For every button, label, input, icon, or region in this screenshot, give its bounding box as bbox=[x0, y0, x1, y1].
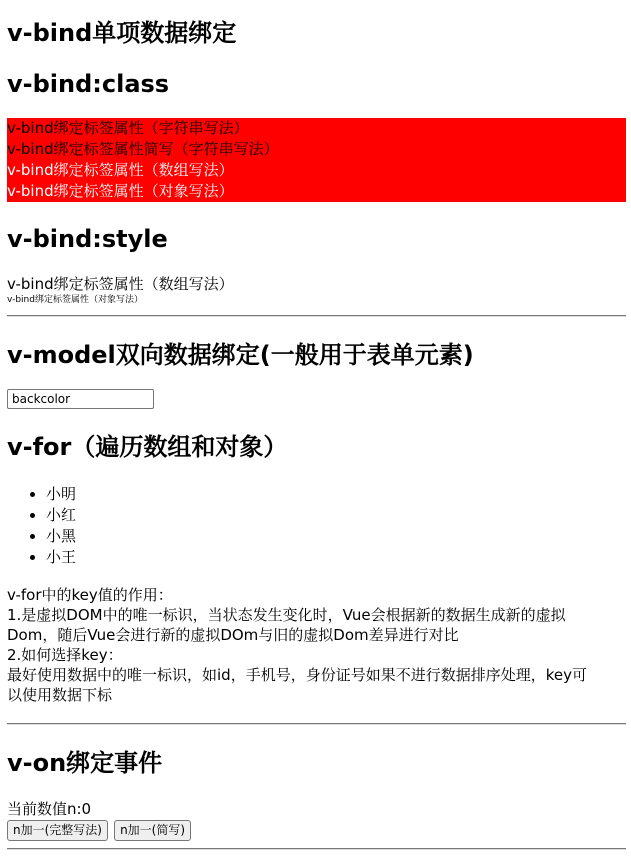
key-note-line: 以使用数据下标 bbox=[7, 686, 113, 704]
color-input[interactable] bbox=[7, 389, 154, 409]
style-demo-line-object: v-bind绑定标签属性（对象写法） bbox=[7, 295, 143, 305]
class-demo-line-shorthand: v-bind绑定标签属性简写（字符串写法） bbox=[7, 140, 279, 158]
key-note-line: Dom，随后Vue会进行新的虚拟DOm与旧的虚拟Dom差异进行对比 bbox=[7, 626, 459, 644]
list-item: • 小红 bbox=[46, 505, 76, 526]
key-note-line: 1.是虚拟DOM中的唯一标识，当状态发生变化时，Vue会根据新的数据生成新的虚拟 bbox=[7, 606, 566, 624]
class-demo-line-string: v-bind绑定标签属性（字符串写法） bbox=[7, 119, 249, 137]
divider bbox=[7, 723, 626, 725]
heading-v-model: v-model双向数据绑定(一般用于表单元素) bbox=[7, 341, 474, 369]
list-item: • 小黑 bbox=[46, 526, 76, 547]
button-row bbox=[7, 820, 192, 841]
class-demo-line-array: v-bind绑定标签属性（数组写法） bbox=[7, 161, 234, 179]
key-note-line: v-for中的key值的作用： bbox=[7, 586, 173, 604]
key-note-line: 2.如何选择key： bbox=[7, 646, 123, 664]
key-note-line: 最好使用数据中的唯一标识，如id，手机号，身份证号如果不进行数据排序处理，key可 bbox=[7, 666, 587, 684]
key-note bbox=[7, 585, 626, 705]
class-demo-line-object: v-bind绑定标签属性（对象写法） bbox=[7, 182, 234, 200]
heading-bind-class: v-bind:class bbox=[7, 70, 170, 98]
heading-v-on: v-on绑定事件 bbox=[7, 749, 163, 777]
counter-value: 当前数值n:0 bbox=[7, 800, 92, 818]
increment-full-button[interactable]: n加一(完整写法) bbox=[7, 820, 108, 841]
name-list bbox=[7, 484, 76, 568]
page-title: v-bind单项数据绑定 bbox=[7, 19, 237, 47]
divider bbox=[7, 315, 626, 317]
increment-short-button[interactable]: n加一(简写) bbox=[114, 820, 191, 841]
divider bbox=[7, 848, 626, 850]
heading-bind-style: v-bind:style bbox=[7, 225, 168, 253]
class-demo-block bbox=[7, 118, 626, 202]
style-demo-line-array: v-bind绑定标签属性（数组写法） bbox=[7, 275, 234, 293]
list-item: • 小明 bbox=[46, 484, 76, 505]
heading-v-for: v-for（遍历数组和对象） bbox=[7, 433, 288, 461]
list-item: • 小王 bbox=[46, 547, 76, 568]
